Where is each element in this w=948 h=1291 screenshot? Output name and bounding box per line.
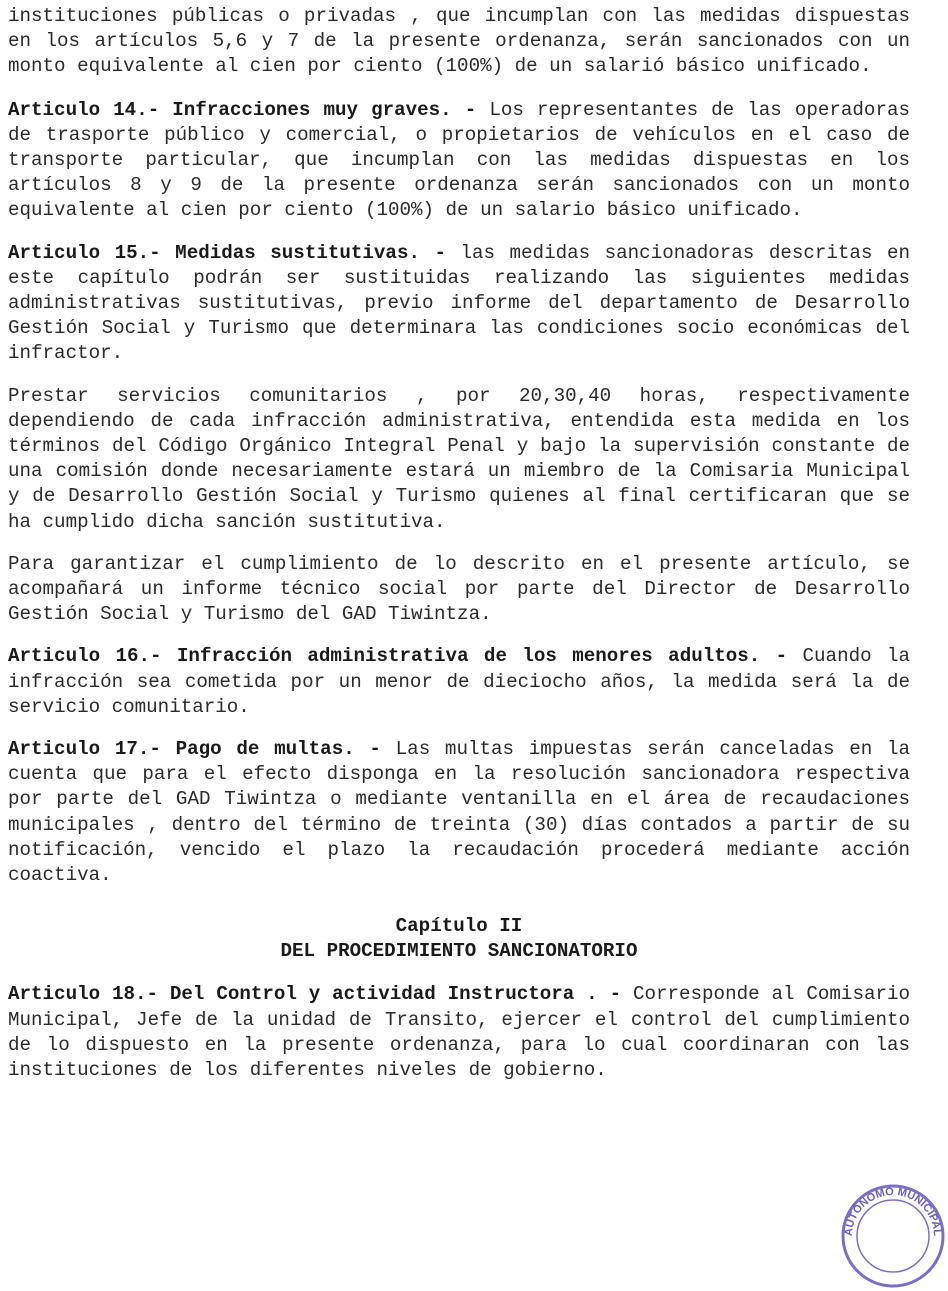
article-15 [8,241,910,367]
chapter-heading [8,914,910,964]
article-18-body: Corresponde al Comisario Municipal, Jefe de la unidad de Transito, ejercer el control del cumplimiento de lo dispuesto en la presente ordenanza, para lo cual coordinaran con las instituciones de los diferentes niveles de gobierno. [8,983,911,1081]
article-14 [8,98,910,224]
article-16 [8,644,910,720]
article-16-body: Cuando la infracción sea cometida por un menor de dieciocho años, la medida será la de servicio comunitario. [8,645,910,718]
chapter-number: Capítulo II [395,915,523,938]
article-13-tail: instituciones públicas o privadas , que incumplan con las medidas dispuestas en los artículos 5,6 y 7 de la presente ordenanza, serán sancionados con un monto equivalente al cien por ciento (100%) de un salarió básico unificado. [8,5,910,78]
prestar-paragraph: Prestar servicios comunitarios , por 20,30,40 horas, respectivamente dependiendo de cada infracción administrativa, entendida esta medida en los términos del Código Orgánico Integral Penal y bajo la supervisión constante de una comisión donde necesariamente estará un miembro de la Comisaria Municipal y de Desarrollo Gestión Social y Turismo quienes al final certificaran que se ha cumplido dicha sanción sustitutiva. [8,384,910,533]
article-17 [8,737,910,888]
municipal-seal-icon [838,1181,948,1291]
document-page [8,4,910,1100]
garantizar-paragraph: Para garantizar el cumplimiento de lo descrito en el presente artículo, se acompañará un informe técnico social por parte del Director de Desarrollo Gestión Social y Turismo del GAD Tiwintza. [8,552,910,626]
chapter-title: DEL PROCEDIMIENTO SANCIONATORIO [280,940,638,963]
article-14-body: Los representantes de las operadoras de trasporte público y comercial, o propietarios de vehículos en el caso de transporte particular, que incumplan con las medidas dispuestas en los artículos 8 y 9 de la presente ordenanza serán sancionados con un monto equivalente al cien por ciento (100%) de un salario básico unificado. [8,98,910,222]
article-18 [8,982,910,1083]
article-14-heading: Articulo 14.- Infracciones muy graves. - [8,98,477,121]
article-16-heading: Articulo 16.- Infracción administrativa de los menores adultos. - [8,645,788,668]
seal-text: AUTÓNOMO MUNICIPAL [842,1185,944,1237]
article-15-heading: Articulo 15.- Medidas sustitutivas. - [8,241,446,264]
article-17-body: Las multas impuestas serán canceladas en la cuenta que para el efecto disponga en la resolución sancionadora respectiva por parte del GAD Tiwintza o mediante ventanilla en el área de recaudaciones municipales , dentro del término de treinta (30) días contados a partir de su notificación, vencido el plazo la recaudación procederá mediante acción coactiva. [8,738,910,887]
article-18-heading: Articulo 18.- Del Control y actividad Instructora . - [8,983,622,1006]
article-15-body: las medidas sancionadoras descritas en este capítulo podrán ser sustituidas realizando las siguientes medidas administrativas sustitutivas, previo informe del departamento de Desarrollo Gestión Social y Turismo que determinara las condiciones socio económicas del infractor. [8,241,910,365]
article-17-heading: Articulo 17.- Pago de multas. - [8,738,381,761]
